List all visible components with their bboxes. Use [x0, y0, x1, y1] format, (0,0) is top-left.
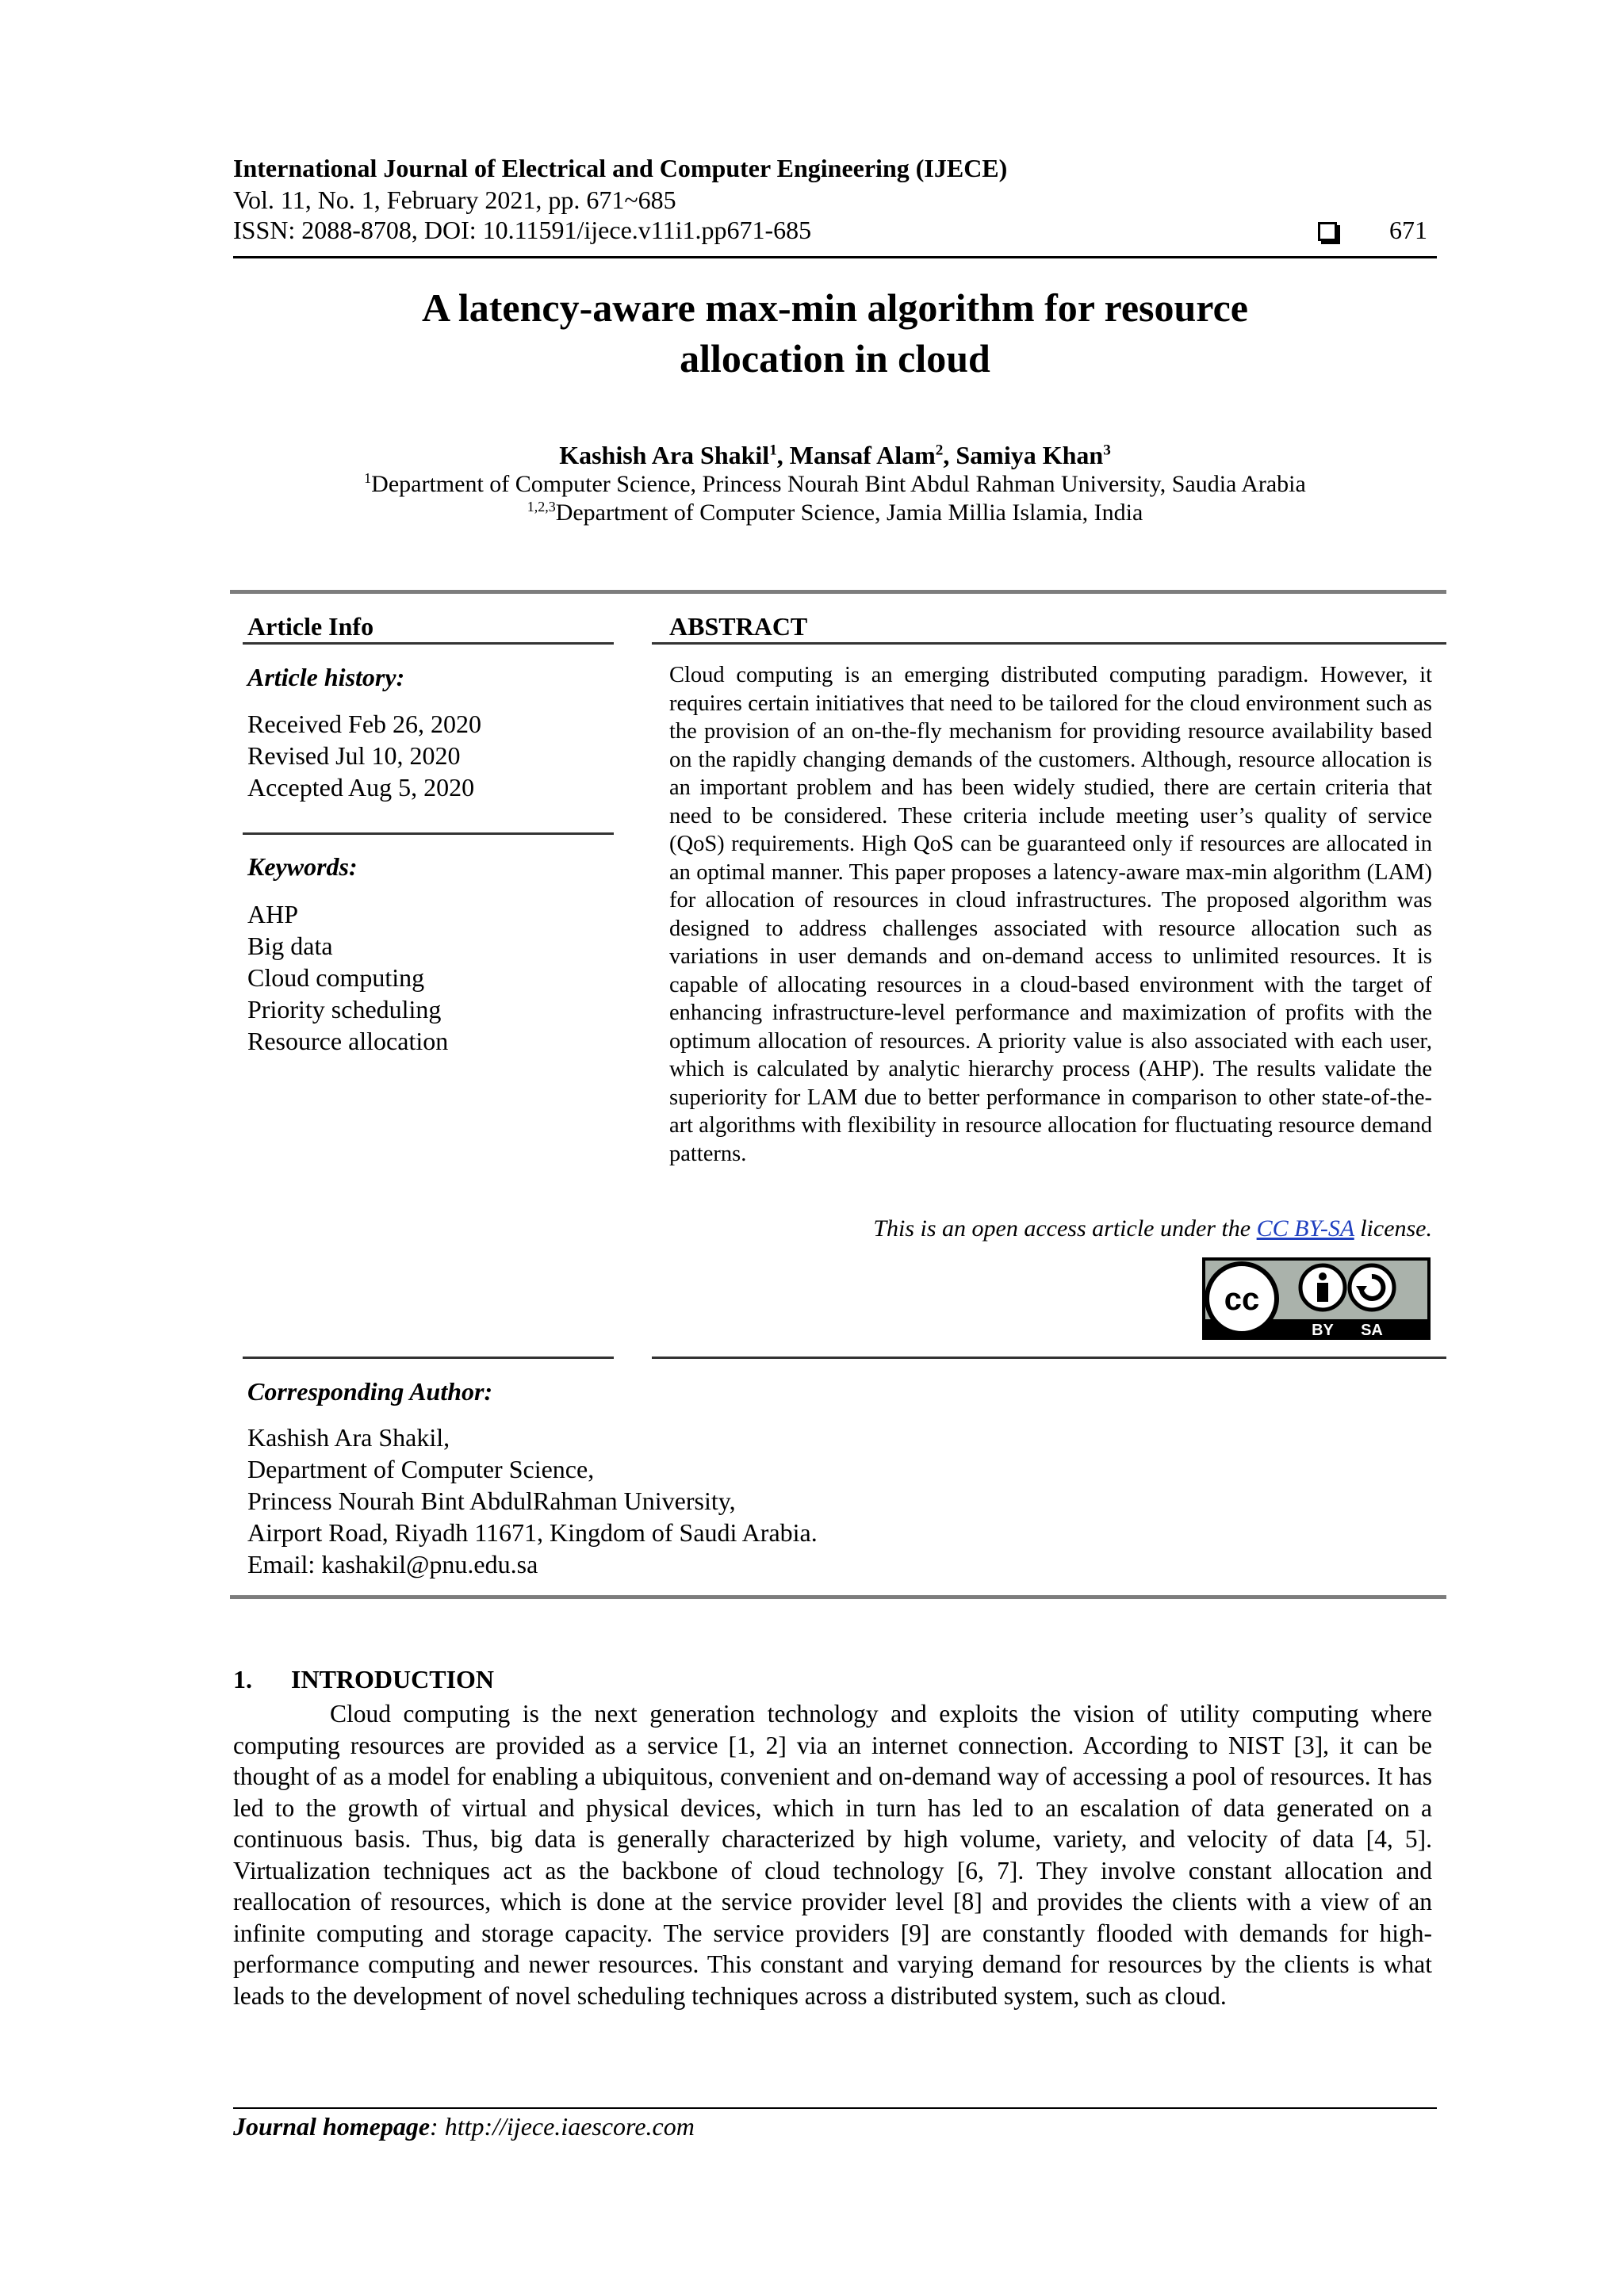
author-name: Kashish Ara Shakil	[559, 441, 770, 469]
info-box-top-rule	[230, 590, 1446, 594]
badge-by-label: BY	[1312, 1322, 1334, 1339]
author-name: Samiya Khan	[956, 441, 1104, 469]
keyword-item: AHP	[247, 900, 299, 928]
license-prefix: This is an open access article under the	[873, 1215, 1257, 1242]
section-heading-introduction	[233, 1665, 494, 1694]
abstract-heading: ABSTRACT	[669, 612, 808, 641]
journal-issn-doi: ISSN: 2088-8708, DOI: 10.11591/ijece.v11i1.pp671-685	[233, 216, 812, 244]
journal-name: International Journal of Electrical and Computer Engineering (IJECE)	[233, 154, 1008, 182]
introduction-paragraph: Cloud computing is the next generation technology and exploits the vision of utility computing where computing resources are provided as a service [1, 2] via an internet connection. According to NIST [3], it can be thought of as a model for enabling a ubiquitous, convenient and on-demand way of accessing a pool of resources. It has led to the growth of virtual and physical devices, which in turn has led to an escalation of data generated on a continuous basis. Thus, big data is generally characterized by high volume, variety, and velocity of data [4, 5]. Virtualization techniques act as the backbone of cloud technology [6, 7]. They involve constant allocation and reallocation of resources, which is done at the service provider level [8] and provides the clients with a view of an infinite computing and storage capacity. The service providers [9] are constantly flooded with demands for high-performance computing and newer resources. This constant and varying demand for resources by the clients is what leads to the development of novel scheduling techniques across a distributed system, such as cloud.	[233, 1700, 1432, 2010]
journal-homepage	[233, 2112, 695, 2141]
page-box-icon	[1318, 222, 1337, 241]
affiliation-sup: 1	[364, 470, 372, 486]
corresponding-author-heading: Corresponding Author:	[247, 1377, 493, 1406]
paper-title	[233, 282, 1437, 384]
abstract-rule	[652, 642, 1446, 645]
section-number: 1.	[233, 1665, 252, 1693]
corresponding-line: Department of Computer Science,	[247, 1455, 595, 1483]
corresponding-line: Kashish Ara Shakil,	[247, 1423, 450, 1452]
title-line-2: allocation in cloud	[680, 336, 990, 381]
journal-volume: Vol. 11, No. 1, February 2021, pp. 671~685	[233, 186, 676, 214]
keyword-item: Big data	[247, 932, 333, 960]
keyword-item: Cloud computing	[247, 963, 425, 992]
corresponding-line: Airport Road, Riyadh 11671, Kingdom of Saudi Arabia.	[247, 1518, 818, 1547]
author-sup: 2	[935, 442, 944, 459]
info-box-bottom-rule	[230, 1595, 1446, 1599]
share-alike-icon	[1350, 1265, 1394, 1310]
article-history-heading: Article history:	[247, 663, 405, 691]
affiliation-text: Department of Computer Science, Jamia Millia Islamia, India	[555, 499, 1143, 526]
license-statement	[669, 1215, 1432, 1242]
corresponding-author-details	[247, 1422, 818, 1580]
author-separator: ,	[776, 441, 790, 469]
author-separator: ,	[943, 441, 956, 469]
author-sup: 1	[769, 442, 777, 459]
keywords-rule	[243, 1357, 614, 1359]
homepage-label: Journal homepage	[233, 2112, 431, 2141]
section-title: INTRODUCTION	[291, 1665, 495, 1693]
page-number: 671	[1389, 216, 1427, 244]
cc-by-sa-link[interactable]: CC BY-SA	[1256, 1215, 1354, 1242]
affiliation-2	[233, 499, 1437, 526]
author-sup: 3	[1103, 442, 1111, 459]
corresponding-email: Email: kashakil@pnu.edu.sa	[247, 1550, 538, 1578]
abstract-end-rule	[652, 1357, 1446, 1359]
homepage-url[interactable]: : http://ijece.iaescore.com	[430, 2112, 695, 2141]
keyword-item: Resource allocation	[247, 1027, 449, 1055]
cc-by-sa-badge-icon[interactable]	[1202, 1257, 1431, 1340]
article-info-heading: Article Info	[247, 612, 374, 641]
cc-mark: cc	[1224, 1282, 1260, 1317]
affiliation-sup: 1,2,3	[527, 499, 556, 515]
license-suffix: license.	[1354, 1215, 1432, 1242]
history-item: Accepted Aug 5, 2020	[247, 773, 475, 802]
badge-sa-label: SA	[1361, 1322, 1383, 1339]
author-list	[233, 441, 1437, 470]
corresponding-line: Princess Nourah Bint AbdulRahman University,	[247, 1487, 736, 1515]
keywords-list	[247, 898, 448, 1057]
abstract-body: Cloud computing is an emerging distributed computing paradigm. However, it requires certain initiatives that need to be tailored for the cloud environment such as the provision of an on-the-fly mechanism for providing resource availability based on the rapidly changing demands of the customers. Although, resource allocation is an important problem and has been widely studied, there are certain criteria that need to be considered. These criteria include meeting user’s quality of service (QoS) requirements. High QoS can be guaranteed only if resources are allocated in an optimal manner. This paper proposes a latency-aware max-min algorithm (LAM) for allocation of resources in cloud infrastructures. The proposed algorithm was designed to address challenges associated with resource allocation such as variations in user demands and on-demand access to unlimited resources. It is capable of allocating resources in a cloud-based environment with the target of enhancing infrastructure-level performance and maximization of profits with the optimum allocation of resources. A priority value is also associated with each user, which is calculated by analytic hierarchy process (AHP). The results validate the superiority for LAM due to better performance in comparison to other state-of-the-art algorithms with flexibility in resource allocation for fluctuating resource demand patterns.	[669, 663, 1432, 1166]
affiliation-1	[233, 471, 1437, 498]
footer-rule	[233, 2107, 1437, 2109]
history-item: Received Feb 26, 2020	[247, 710, 482, 738]
keyword-item: Priority scheduling	[247, 995, 442, 1024]
title-line-1: A latency-aware max-min algorithm for resource	[422, 285, 1248, 330]
keywords-heading: Keywords:	[247, 852, 358, 881]
affiliation-text: Department of Computer Science, Princess Nourah Bint Abdul Rahman University, Saudia Arabia	[371, 471, 1306, 497]
author-name: Mansaf Alam	[789, 441, 936, 469]
history-item: Revised Jul 10, 2020	[247, 741, 461, 770]
article-history-list	[247, 708, 481, 803]
header-rule	[233, 256, 1437, 258]
article-info-rule	[243, 642, 614, 645]
history-rule	[243, 832, 614, 835]
